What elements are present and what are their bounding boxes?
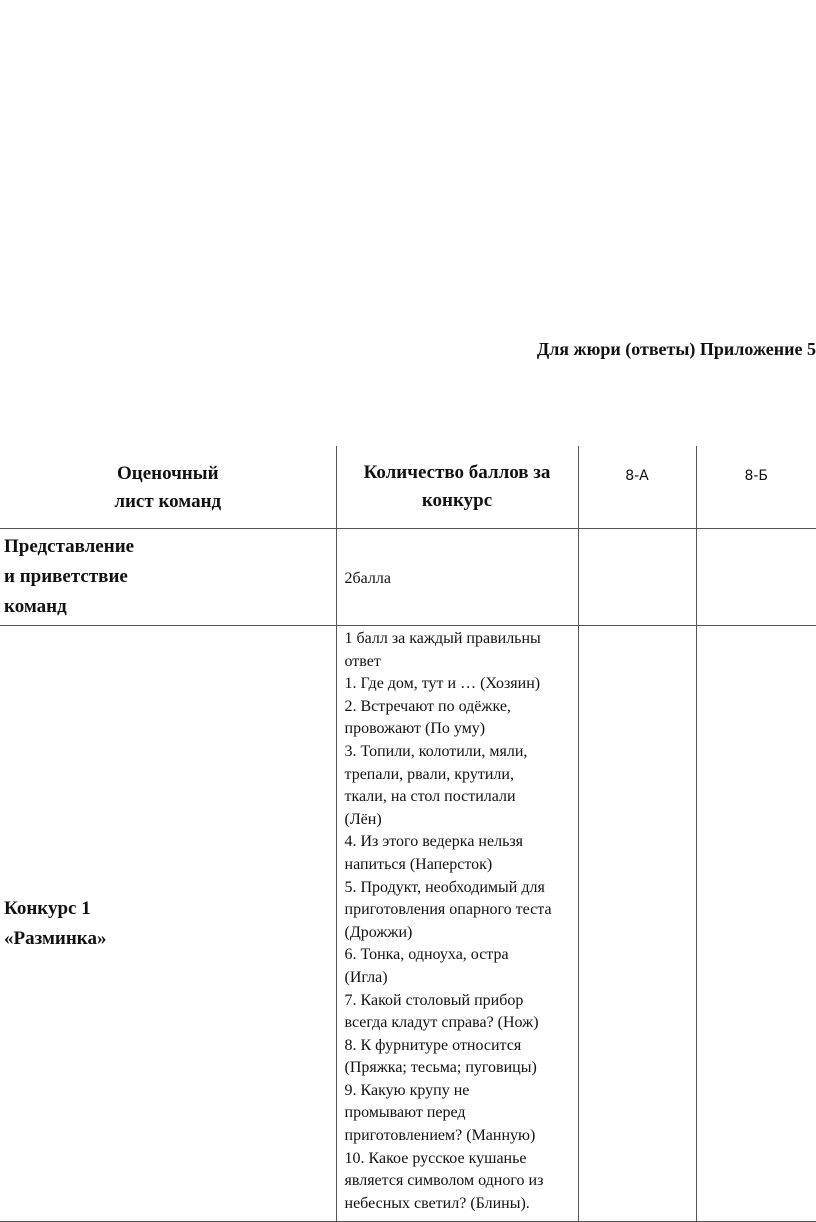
row1-label-line: Представление — [4, 536, 135, 557]
question-line: 1. Где дом, тут и … (Хозяин) — [344, 675, 541, 693]
appendix-heading: Для жюри (ответы) Приложение 5 — [536, 339, 816, 359]
header-col1-line2: лист команд — [114, 491, 222, 512]
question-line: 9. Какую крупу не — [344, 1081, 470, 1099]
score-cell-8a[interactable] — [578, 529, 696, 626]
question-line: 3. Топили, колотили, мяли, — [344, 742, 528, 760]
question-line: всегда кладут справа? (Нож) — [344, 1014, 539, 1032]
header-team-8a: 8-А — [578, 446, 696, 529]
score-cell-8a[interactable] — [578, 626, 696, 1222]
question-line: приготовления опарного теста — [344, 901, 552, 919]
row-points-warmup — [336, 626, 578, 1222]
score-cell-8b[interactable] — [696, 626, 816, 1222]
question-line: 5. Продукт, необходимый для — [344, 878, 545, 896]
score-cell-8b[interactable] — [696, 529, 816, 626]
question-line: 6. Тонка, одноуха, остра — [344, 946, 509, 964]
row2-label-line: Конкурс 1 — [4, 897, 91, 919]
row-label-greeting — [0, 529, 336, 626]
question-line: трепали, рвали, крутили, — [344, 765, 514, 783]
header-evaluation-sheet — [0, 446, 336, 529]
question-line: приготовлением? (Манную) — [344, 1127, 536, 1145]
question-line: промывают перед — [344, 1104, 466, 1122]
row1-label-line: команд — [4, 596, 67, 617]
question-line: является символом одного из — [344, 1172, 544, 1190]
question-line: небесных светил? (Блины). — [344, 1194, 530, 1212]
question-line: (Лён) — [344, 810, 382, 828]
question-line: 2. Встречают по одёжке, — [344, 697, 511, 715]
question-line: 7. Какой столовый прибор — [344, 991, 524, 1009]
row2-label-line: «Разминка» — [4, 927, 107, 949]
row1-label-line: и приветствие — [4, 566, 128, 587]
header-col1-line1: Оценочный — [116, 463, 219, 484]
header-col2-line1: Количество баллов за — [363, 462, 551, 483]
question-line: провожают (По уму) — [344, 720, 486, 738]
row1-points-line: 2балла — [344, 569, 391, 587]
score-table — [0, 446, 816, 1222]
row-label-warmup — [0, 626, 336, 1222]
question-line: ответ — [344, 652, 381, 670]
question-line: (Дрожжи) — [344, 923, 413, 941]
table-header-row — [0, 446, 816, 529]
question-line: 8. К фурнитуре относится — [344, 1036, 522, 1054]
header-team-8b: 8-Б — [696, 446, 816, 529]
question-line: 10. Какое русское кушанье — [344, 1149, 527, 1167]
question-line: (Пряжка; тесьма; пуговицы) — [344, 1059, 537, 1077]
row-points-greeting — [336, 529, 578, 626]
question-line: напиться (Наперсток) — [344, 855, 493, 873]
question-line: (Игла) — [344, 968, 388, 986]
header-points — [336, 446, 578, 529]
question-line: ткали, на стол постилали — [344, 788, 516, 806]
question-line: 1 балл за каждый правильны — [344, 630, 541, 647]
question-line: 4. Из этого ведерка нельзя — [344, 833, 524, 851]
header-col2-line2: конкурс — [421, 490, 493, 511]
table-row — [0, 626, 816, 1222]
table-row — [0, 529, 816, 626]
